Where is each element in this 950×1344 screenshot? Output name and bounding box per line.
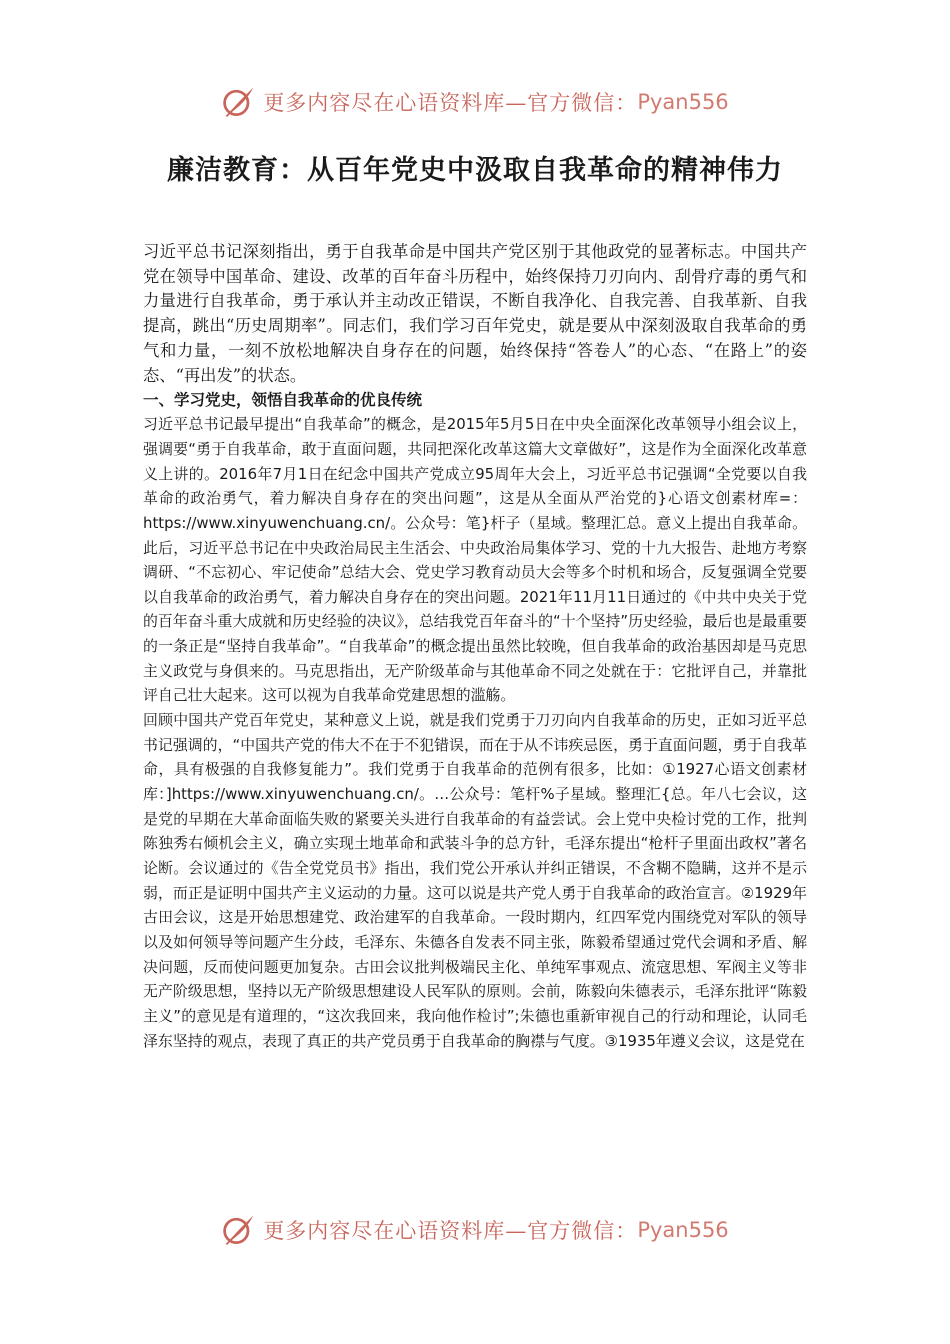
watermark-id: Pyan556: [637, 1218, 729, 1242]
intro-paragraph: 习近平总书记深刻指出，勇于自我革命是中国共产党区别于其他政党的显著标志。中国共产党在领导中国革命、建设、改革的百年奋斗历程中，始终保持刀刃向内、刮骨疗毒的勇气和力量进行自我革命，勇于承认并主动改正错误，不断自我净化、自我完善、自我革新、自我提高，跳出“历史周期率”。同志们，我们学习百年党史，就是要从中深刻汲取自我革命的勇气和力量，一刻不放松地解决自身存在的问题，始终保持“答卷人”的心态、“在路上”的姿态、“再出发”的状态。: [143, 242, 807, 385]
quill-logo-icon: [221, 84, 257, 120]
section-1-heading: 一、学习党史，领悟自我革命的优良传统: [143, 390, 423, 410]
watermark-text: 更多内容尽在心语资料库—官方微信：: [263, 91, 638, 115]
section-1-paragraph-2: 回顾中国共产党百年党史，某种意义上说，就是我们党勇于刀刃向内自我革命的历史，正如习近平总书记强调的，“中国共产党的伟大不在于不犯错误，而在于从不讳疾忌医，勇于直面问题，勇于自我革命，具有极强的自我修复能力”。我们党勇于自我革命的范例有很多，比如：①1927心语文创素材库：]https://www.xinyuwenchuang.cn/。…公众号：笔杆%子星域。整理汇{总。年八七会议，这是党的早期在大革命面临失败的紧要关头进行自我革命的有益尝试。会上党中央检讨党的工作，批判陈独秀右倾机会主义，确立实现土地革命和武装斗争的总方针，毛泽东提出“枪杆子里面出政权”著名论断。会议通过的《告全党党员书》指出，我们党公开承认并纠正错误，不含糊不隐瞒，这并不是示弱，而正是证明中国共产主义运动的力量。这可以说是共产党人勇于自我革命的政治宣言。②1929年古田会议，这是开始思想建党、政治建军的自我革命。一段时期内，红四军党内围绕党对军队的领导以及如何领导等问题产生分歧，毛泽东、朱德各自发表不同主张，陈毅希望通过党代会调和矛盾、解决问题，反而使问题更加复杂。古田会议批判极端民主化、单纯军事观点、流寇思想、军阀主义等非无产阶级思想，坚持以无产阶级思想建设人民军队的原则。会前，陈毅向朱德表示，毛泽东批评“陈毅主义”的意见是有道理的，“这次我回来，我向他作检讨”;朱德也重新审视自己的行动和理论，认同毛泽东坚持的观点，表现了真正的共产党员勇于自我革命的胸襟与气度。③1935年遵义会议，这是党在: [143, 711, 807, 1050]
watermark-id: Pyan556: [637, 90, 729, 114]
section-1-paragraph-1: 习近平总书记最早提出“自我革命”的概念，是2015年5月5日在中央全面深化改革领导小组会议上，强调要“勇于自我革命，敢于直面问题，共同把深化改革这篇大文章做好”，这是作为全面深化改革意义上讲的。2016年7月1日在纪念中国共产党成立95周年大会上，习近平总书记强调“全党要以自我革命的政治勇气，着力解决自身存在的突出问题”，这是从全面从严治党的}心语文创素材库=：https://www.xinyuwenchuang.cn/。公众号：笔}杆子（星域。整理汇总。意义上提出自我革命。此后，习近平总书记在中央政治局民主生活会、中央政治局集体学习、党的十九大报告、赴地方考察调研、“不忘初心、牢记使命”总结大会、党史学习教育动员大会等多个时机和场合，反复强调全党要以自我革命的政治勇气，着力解决自身存在的突出问题。2021年11月11日通过的《中共中央关于党的百年奋斗重大成就和历史经验的决议》，总结我党百年奋斗的“十个坚持”历史经验，最后也是最重要的一条正是“坚持自我革命”。“自我革命”的概念提出虽然比较晚，但自我革命的政治基因却是马克思主义政党与身俱来的。马克思指出，无产阶级革命与其他革命不同之处就在于：它批评自己，并靠批评自己壮大起来。这可以视为自我革命党建思想的滥觞。: [143, 415, 807, 705]
page-title: 廉洁教育：从百年党史中汲取自我革命的精神伟力: [167, 155, 783, 186]
watermark-text: 更多内容尽在心语资料库—官方微信：: [263, 1219, 638, 1243]
quill-logo-icon: [221, 1212, 257, 1248]
header-watermark: [0, 82, 950, 122]
article-body: [143, 240, 807, 1053]
footer-watermark: [0, 1210, 950, 1250]
